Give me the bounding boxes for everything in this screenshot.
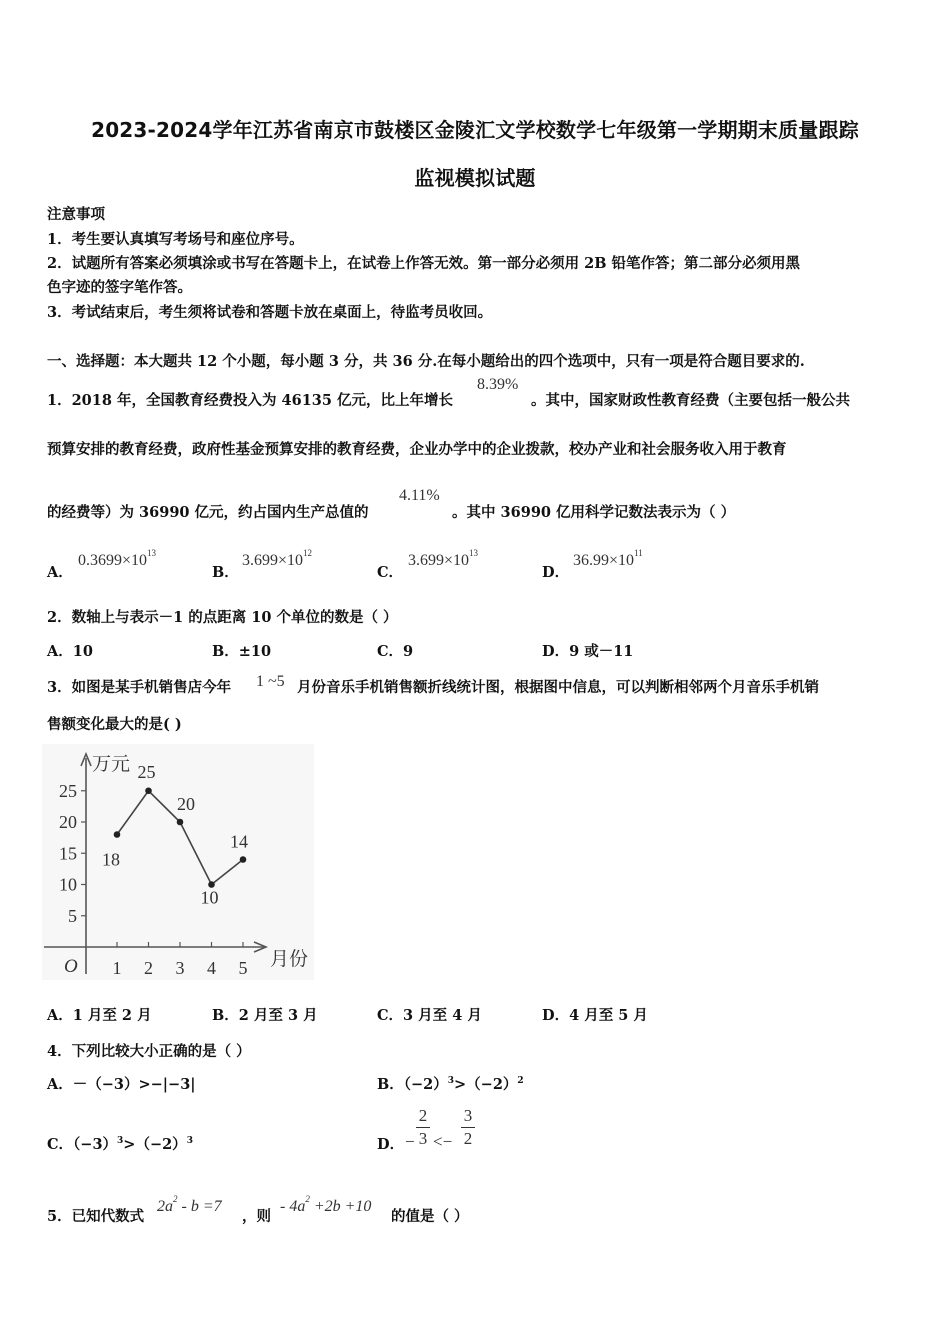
q2-stem: 2．数轴上与表示－1 的点距离 10 个单位的数是（ ）: [47, 609, 398, 626]
q2-option-a: A．10: [47, 643, 93, 660]
data-point: [240, 856, 247, 863]
q1-line3b: 。其中 36990 亿用科学记数法表示为（ ）: [452, 504, 736, 521]
data-label: 18: [102, 849, 120, 870]
data-label: 14: [230, 831, 248, 852]
data-label: 20: [177, 794, 195, 814]
q1-line3a: 的经费等）为 36990 亿元，约占国内生产总值的: [47, 504, 369, 521]
q5-expression-1: $2a^2 - b =7$: [157, 1194, 222, 1215]
q4-option-d-less-than: <−: [433, 1132, 453, 1151]
q4-option-c: C．$(-3)^3>(-2)^3$: [47, 1136, 193, 1153]
q4-option-a: A．－（−3）>−|−3|: [47, 1076, 196, 1093]
q1-line1b: 。其中，国家财政性教育经费（主要包括一般公共: [531, 392, 850, 409]
q4-option-d-label: D．: [377, 1136, 405, 1153]
q1-line2: 预算安排的教育经费，政府性基金预算安排的教育经费，企业办学中的企业拨款，校办产业和社会服务收入用于教育: [47, 441, 787, 458]
q1-option-b-value: $3.699\times 10^{12}$: [242, 548, 313, 569]
y-tick-label: 10: [59, 874, 77, 895]
page-title-line2: 监视模拟试题: [414, 166, 536, 190]
q2-option-c: C．9: [377, 643, 414, 660]
x-tick-label: 2: [144, 958, 153, 978]
q1-option-a-value: $0.3699\times 10^{13}$: [78, 548, 157, 569]
q3-month-range: 1 ~5: [256, 673, 285, 690]
q1-option-d-value: $36.99\times 10^{11}$: [573, 548, 643, 569]
notice-item-2b: 色字迹的签字笔作答。: [47, 279, 192, 296]
q4-option-b: B．$(-2)^3>(-2)^2$: [377, 1076, 524, 1093]
q5-expression-2: - $4a^2 +2b +10$: [280, 1194, 372, 1215]
data-label: 10: [200, 887, 219, 908]
data-label: 25: [137, 761, 156, 782]
q4-stem: 4．下列比较大小正确的是（ ）: [47, 1043, 251, 1060]
q1-option-d-label: D．: [542, 564, 570, 581]
chart-background: [42, 744, 314, 980]
q3-option-a: A．1 月至 2 月: [47, 1007, 152, 1024]
notice-item-3: 3．考试结束后，考生须将试卷和答题卡放在桌面上，待监考员收回。: [47, 304, 493, 321]
q1-option-a-label: A．: [47, 564, 73, 581]
notice-item-1: 1．考生要认真填写考场号和座位序号。: [47, 231, 304, 248]
q3-option-d: D．4 月至 5 月: [542, 1007, 648, 1024]
q3-option-b: B．2 月至 3 月: [212, 1007, 318, 1024]
notice-heading: 注意事项: [47, 206, 105, 223]
x-tick-label: 4: [207, 958, 216, 978]
q3-line1a: 3．如图是某手机销售店今年: [47, 679, 232, 696]
sales-line-chart: [42, 744, 314, 980]
q4-option-d-fraction-1: 2 3: [416, 1106, 430, 1149]
y-tick-label: 5: [68, 905, 77, 926]
data-point: [177, 819, 184, 826]
q5-prefix: 5．已知代数式: [47, 1208, 145, 1225]
q1-percent-2: 4.11%: [399, 487, 440, 504]
q1-percent-1: 8.39%: [477, 376, 519, 393]
data-point: [145, 787, 152, 794]
x-axis-title: 月份: [270, 949, 309, 970]
section-heading: 一、选择题：本大题共 12 个小题，每小题 3 分，共 36 分.在每小题给出的四个选项中，只有一项是符合题目要求的.: [47, 353, 805, 370]
origin-label: O: [64, 956, 78, 977]
q1-line1a: 1．2018 年，全国教育经费投入为 46135 亿元，比上年增长: [47, 392, 454, 409]
notice-item-2a: 2．试题所有答案必须填涂或书写在答题卡上，在试卷上作答无效。第一部分必须用 2B 铅笔作答；第二部分必须用黑: [47, 255, 801, 272]
y-tick-label: 25: [59, 780, 77, 801]
q5-suffix: 的值是（ ）: [391, 1208, 469, 1225]
q1-option-c-value: $3.699\times 10^{13}$: [408, 548, 479, 569]
q2-option-d: D．9 或－11: [542, 643, 634, 660]
q4-option-d-minus: −: [405, 1132, 415, 1151]
y-axis-title: 万元: [92, 754, 131, 775]
q3-line2: 售额变化最大的是( ): [47, 716, 182, 733]
page-title-line1: 2023-2024学年江苏省南京市鼓楼区金陵汇文学校数学七年级第一学期期末质量跟踪: [91, 118, 859, 142]
q3-option-c: C．3 月至 4 月: [377, 1007, 482, 1024]
q5-then: ，则: [242, 1208, 271, 1225]
q4-option-d-fraction-2: 3 2: [461, 1106, 475, 1149]
q2-option-b: B．±10: [212, 643, 272, 660]
x-tick-label: 5: [238, 958, 248, 978]
y-tick-label: 20: [59, 812, 77, 832]
x-tick-label: 1: [112, 958, 122, 978]
q1-option-c-label: C．: [377, 564, 404, 581]
y-tick-label: 15: [59, 843, 77, 864]
x-tick-label: 3: [175, 958, 185, 978]
data-point: [114, 831, 121, 838]
q1-option-b-label: B．: [212, 564, 239, 581]
q3-line1b: 月份音乐手机销售额折线统计图，根据图中信息，可以判断相邻两个月音乐手机销: [297, 679, 819, 696]
